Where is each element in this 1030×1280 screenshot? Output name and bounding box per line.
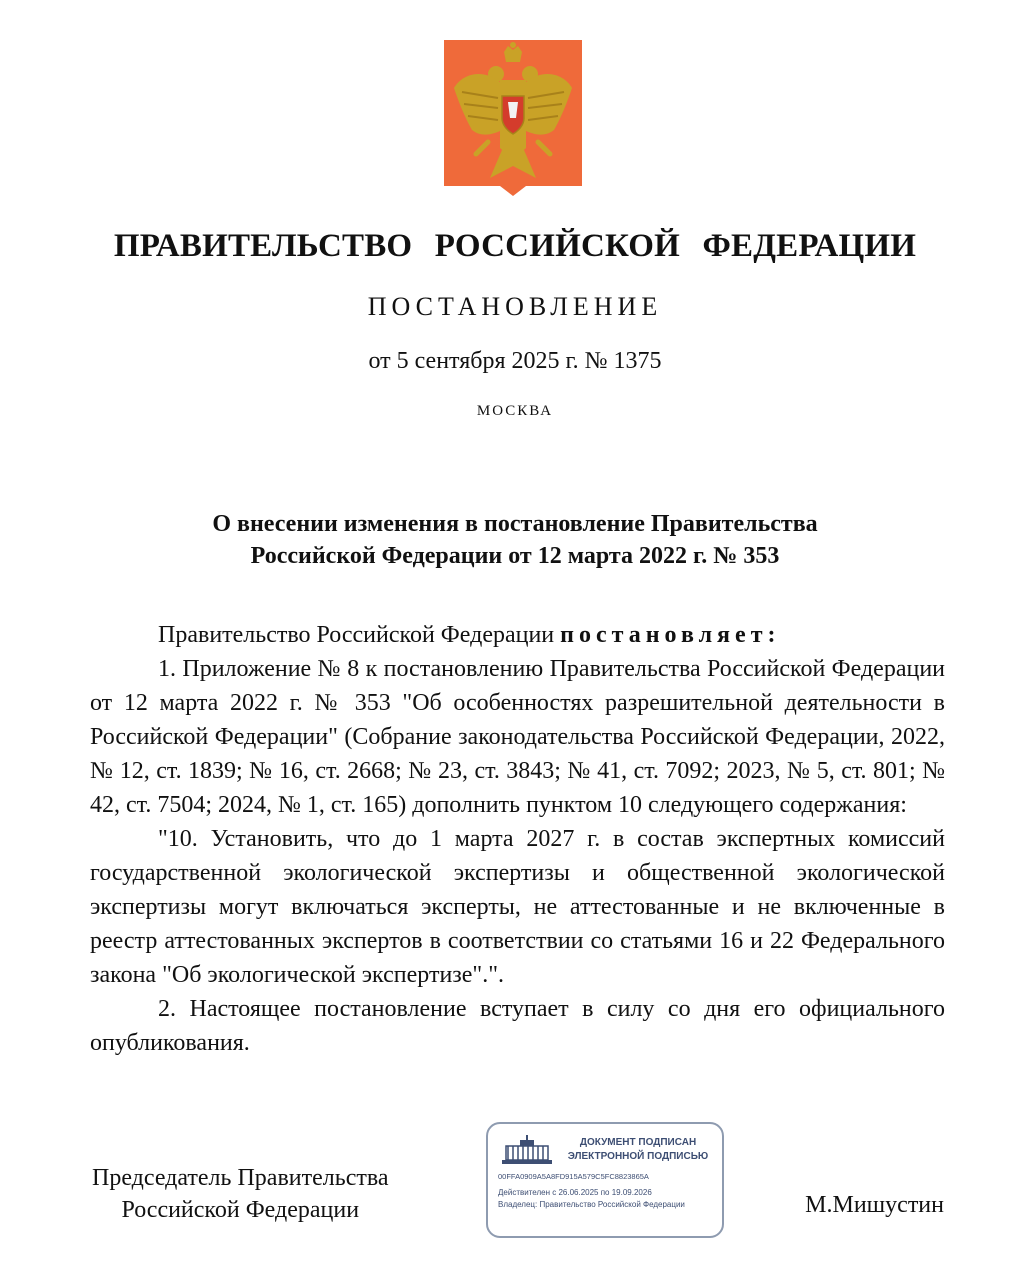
document-type: ПОСТАНОВЛЕНИЕ: [367, 292, 663, 321]
position-line-1: Председатель Правительства: [92, 1165, 389, 1191]
stamp-title: [558, 1136, 718, 1164]
document-city: МОСКВА: [476, 403, 554, 419]
stamp-validity: Действителен с 26.06.2025 по 19.09.2026: [498, 1188, 652, 1197]
government-title: ПРАВИТЕЛЬСТВО РОССИЙСКОЙ ФЕДЕРАЦИИ: [113, 228, 917, 264]
document-date-number: от 5 сентября 2025 г. № 1375: [368, 348, 662, 374]
paragraph-quote: "10. Установить, что до 1 марта 2027 г. в состав экспертных комиссий государственной экологической экспертизы и общественной экологической экспертизы могут включаться эксперты, не аттестованные и не включенные в реестр аттестованных экспертов в соответствии со статьями 16 и 22 Федерального закона "Об экологической экспертизе".".: [90, 826, 945, 988]
stamp-title-line-2: ЭЛЕКТРОННОЙ ПОДПИСЬЮ: [567, 1151, 709, 1162]
stamp-certificate: 00FFA0909A5A8FD915A579C5FC8823865A: [498, 1172, 649, 1181]
electronic-signature-stamp: [486, 1122, 724, 1238]
heading-line-1: О внесении изменения в постановление Правительства: [212, 511, 818, 537]
intro-text: Правительство Российской Федерации: [158, 622, 555, 648]
stamp-title-line-1: ДОКУМЕНТ ПОДПИСАН: [579, 1137, 697, 1148]
resolves-text: постановляет:: [560, 622, 781, 648]
stamp-owner: Владелец: Правительство Российской Федерации: [498, 1200, 685, 1209]
paragraph-1: 1. Приложение № 8 к постановлению Правительства Российской Федерации от 12 марта 2022 г. № 353 "Об особенностях разрешительной деятельности в Российской Федерации" (Собрание законодательства Российской Федерации, 2022, № 12, ст. 1839; № 16, ст. 2668; № 23, ст. 3843; № 41, ст. 7092; 2023, № 5, ст. 801; № 42, ст. 7504; 2024, № 1, ст. 165) дополнить пунктом 10 следующего содержания:: [90, 656, 945, 818]
signer-name: М.Мишустин: [805, 1192, 944, 1218]
document-body: [90, 618, 945, 1060]
document-heading: [0, 508, 1030, 572]
intro-paragraph: [90, 618, 945, 652]
position-line-2: Российской Федерации: [121, 1197, 360, 1223]
paragraph-2: 2. Настоящее постановление вступает в силу со дня его официального опубликования.: [90, 996, 945, 1056]
signatory-position: [92, 1162, 389, 1226]
heading-line-2: Российской Федерации от 12 марта 2022 г. № 353: [250, 543, 780, 569]
coat-of-arms-emblem: [442, 38, 584, 198]
government-building-icon: [500, 1134, 554, 1166]
